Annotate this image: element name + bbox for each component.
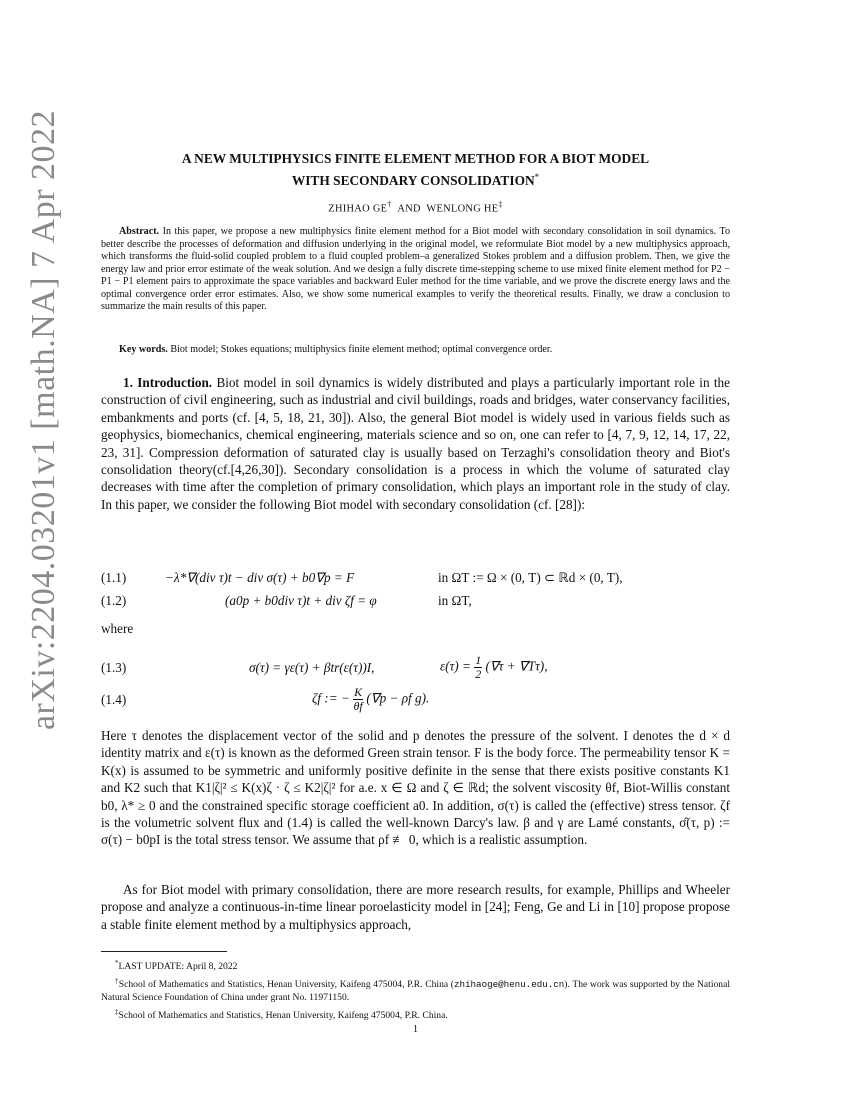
- equation-body: −λ*∇(div τ)t − div σ(τ) + b0∇p = F: [165, 570, 355, 585]
- authors: [101, 200, 730, 214]
- abstract: [101, 226, 730, 314]
- abstract-label: Abstract.: [119, 226, 160, 237]
- equation-number: (1.3): [101, 660, 127, 675]
- primary-consolidation-paragraph: As for Biot model with primary consolidation, there are more research results, for example, Phillips and Wheeler propose and analyze a continuous-in-time linear poroelasticity model in [24]; Feng, Ge and Li in [10] propose propose a stable finite element method by a multiphysics approach,: [101, 882, 730, 932]
- equation-1-2: [101, 591, 730, 613]
- title-line-1: A NEW MULTIPHYSICS FINITE ELEMENT METHOD FOR A BIOT MODEL: [181, 151, 650, 166]
- equation-number: (1.2): [101, 593, 127, 608]
- fraction-denominator: θf: [353, 699, 363, 713]
- footnotes: [101, 957, 730, 1025]
- footnote-2-text-a: School of Mathematics and Statistics, Henan University, Kaifeng 475004, P.R. China (: [118, 979, 454, 991]
- darcy-rhs: (∇p − ρf g).: [366, 690, 430, 706]
- footnote-3-mark: ‡: [115, 1008, 119, 1017]
- introduction-text: Biot model in soil dynamics is widely distributed and plays a particularly important role in the construction of civil engineering, such as industrial and civil buildings, roads and bridges, water conservancy facilities, embankments and ports (cf. [4, 5, 18, 21, 30]). Also, the general Biot model is widely used in various fields such as geophysics, biomechanics, chemical engineering, materials science and so on, one can refer to [4, 7, 9, 12, 14, 17, 22, 23, 31]. Compression deformation of saturated clay is usually based on Terzaghi's consolidation theory and Biot's consolidation theory(cf.[4,26,30]). Secondary consolidation is a process in which the volume of saturated clay decreases with time after the completion of primary consolidation, which plays an important role in the study of clay. In this paper, we consider the following Biot model with secondary consolidation (cf. [28]):: [101, 375, 730, 512]
- footnote-1-mark: *: [115, 959, 119, 967]
- strain-lhs: ε(τ) =: [440, 658, 471, 674]
- equation-strain: [440, 654, 548, 681]
- footnote-3-text: School of Mathematics and Statistics, Henan University, Kaifeng 475004, P.R. China.: [118, 1010, 448, 1022]
- introduction-paragraph: [101, 374, 730, 513]
- footnote-1: [101, 957, 730, 973]
- fraction-denominator: 2: [475, 667, 482, 681]
- title-line-2: WITH SECONDARY CONSOLIDATION: [291, 173, 535, 189]
- author-1: ZHIHAO GE: [328, 203, 388, 215]
- equation-1-1: [101, 568, 730, 590]
- author-and: AND: [397, 203, 421, 215]
- footnote-3: [101, 1006, 730, 1022]
- footnote-1-text: LAST UPDATE: April 8, 2022: [118, 961, 238, 973]
- equation-domain: in ΩT := Ω × (0, T) ⊂ ℝd × (0, T),: [438, 570, 623, 585]
- keywords-label: Key words.: [119, 344, 168, 355]
- equation-1-4: [101, 686, 730, 716]
- equation-1-3: [101, 654, 730, 684]
- author-2-mark: ‡: [498, 200, 503, 209]
- equation-body: (a0p + b0div τ)t + div ζf = φ: [225, 593, 377, 608]
- fraction-numerator: K: [354, 685, 363, 699]
- where-text: where: [101, 621, 134, 636]
- fraction-numerator: 1: [475, 653, 482, 667]
- arxiv-identifier-sidebar: [2, 109, 86, 731]
- footnote-2: [101, 975, 730, 1004]
- equation-darcy: [312, 686, 429, 713]
- darcy-lhs: ζf := −: [312, 690, 350, 706]
- equation-number: (1.4): [101, 692, 127, 707]
- author-email-link[interactable]: zhihaoge@henu.edu.cn: [454, 979, 565, 991]
- footnote-2-text-b: ). The work was supported by the National Natural Science Foundation of China under grant No. 11971150.: [101, 979, 731, 1003]
- equation-body: σ(τ) = γε(τ) + βtr(ε(τ))I,: [249, 660, 375, 675]
- paper-title: [101, 150, 730, 190]
- title-footnote-mark: *: [534, 172, 540, 182]
- section-heading: 1. Introduction.: [123, 375, 213, 390]
- equation-domain: in ΩT,: [438, 593, 472, 608]
- fraction-one-half: [474, 654, 482, 681]
- footnote-2-mark: †: [115, 977, 119, 986]
- keywords-text: Biot model; Stokes equations; multiphysics finite element method; optimal convergence order.: [170, 344, 553, 355]
- arxiv-identifier: arXiv:2204.03201v1 [math.NA] 7 Apr 2022: [25, 109, 63, 731]
- keywords: [101, 343, 730, 356]
- strain-rhs: (∇τ + ∇Tτ),: [485, 658, 548, 674]
- author-2: WENLONG HE: [426, 203, 499, 215]
- fraction-k-theta: [353, 686, 363, 713]
- author-1-mark: †: [387, 200, 392, 209]
- footnote-divider: [101, 951, 227, 952]
- equation-number: (1.1): [101, 570, 127, 585]
- notation-paragraph: Here τ denotes the displacement vector of the solid and p denotes the pressure of the solvent. I denotes the d × d identity matrix and ε(τ) is known as the deformed Green strain tensor. F is the body force. The permeability tensor K = K(x) is assumed to be symmetric and uniformly positive definite in the sense that there exists positive constants K1 and K2 such that K1|ζ|² ≤ K(x)ζ · ζ ≤ K2|ζ|² for a.e. x ∈ Ω and ζ ∈ ℝd; the solvent viscosity θf, Biot-Willis constant b0, λ* ≥ 0 and the constrained specific storage coefficient a0. In addition, σ(τ) is called the (effective) stress tensor. ζf is the volumetric solvent flux and (1.4) is called the well-known Darcy's law. β and γ are Lamé constants, σ̂(τ, p) := σ(τ) − b0pI is the total stress tensor. We assume that ρf ≢ 0, which is a realistic assumption.: [101, 728, 730, 848]
- abstract-text: In this paper, we propose a new multiphysics finite element method for a Biot model with secondary consolidation in soil dynamics. To better describe the processes of deformation and diffusion underlying in the original model, we reformulate Biot model by a new multiphysics approach, which transforms the fluid-solid coupled problem to a fluid coupled problem–a generalized Stokes problem and a diffusion problem. Then, we give the energy law and prior error estimate of the weak solution. And we design a fully discrete time-stepping scheme to use mixed finite element method for P2 − P1 − P1 element pairs to approximate the space variables and backward Euler method for the time variable, and we prove the discrete energy laws and the optimal convergence order error estimates. Also, we show some numerical examples to verify the theoretical results. Finally, we draw a conclusion to summarize the main results of this paper.: [101, 226, 730, 312]
- page-number: 1: [412, 1024, 419, 1035]
